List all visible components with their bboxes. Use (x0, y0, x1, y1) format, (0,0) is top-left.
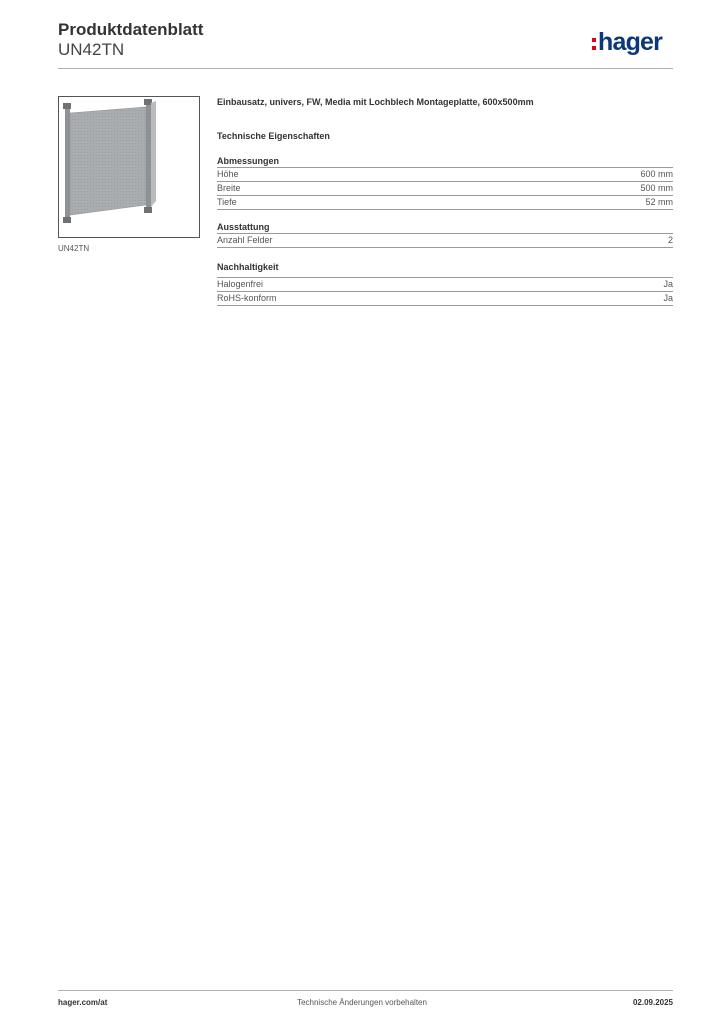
spec-label: Halogenfrei (217, 279, 264, 289)
group-title: Abmessungen (217, 156, 280, 166)
footer-divider (58, 990, 673, 991)
spec-label: Höhe (217, 169, 239, 179)
spec-row (217, 167, 673, 181)
hager-logo (592, 26, 674, 58)
spec-value: 2 (667, 235, 673, 245)
spec-value: Ja (663, 293, 673, 303)
logo-colon-icon (592, 38, 596, 50)
product-code: UN42TN (58, 40, 125, 59)
header-divider (58, 68, 673, 69)
spec-value: 600 mm (640, 169, 673, 179)
spec-label: Tiefe (217, 197, 237, 207)
perforated-panel-icon (59, 97, 199, 237)
spec-group-ausstattung (217, 221, 673, 248)
spec-row (217, 181, 673, 195)
group-title: Ausstattung (217, 222, 270, 232)
footer-notice: Technische Änderungen vorbehalten (297, 998, 427, 1007)
spec-group-nachhaltigkeit (217, 261, 673, 306)
product-image (58, 96, 200, 238)
spec-value: 52 mm (645, 197, 673, 207)
image-caption: UN42TN (58, 244, 90, 253)
page-title: Produktdatenblatt (58, 20, 204, 39)
footer-date: 02.09.2025 (632, 998, 673, 1007)
spec-row (217, 291, 673, 306)
spec-value: 500 mm (640, 183, 673, 193)
spec-row (217, 195, 673, 210)
spec-row (217, 233, 673, 248)
spec-content (217, 96, 673, 306)
spec-value: Ja (663, 279, 673, 289)
product-description: Einbausatz, univers, FW, Media mit Lochblech Montageplatte, 600x500mm (217, 97, 534, 107)
spec-group-abmessungen (217, 155, 673, 210)
logo-text: hager (598, 28, 663, 56)
spec-label: RoHS-konform (217, 293, 277, 303)
group-title: Nachhaltigkeit (217, 262, 279, 272)
spec-row (217, 277, 673, 291)
footer-website-link[interactable]: hager.com/at (58, 998, 108, 1007)
section-title: Technische Eigenschaften (217, 131, 330, 141)
spec-label: Breite (217, 183, 241, 193)
spec-label: Anzahl Felder (217, 235, 273, 245)
